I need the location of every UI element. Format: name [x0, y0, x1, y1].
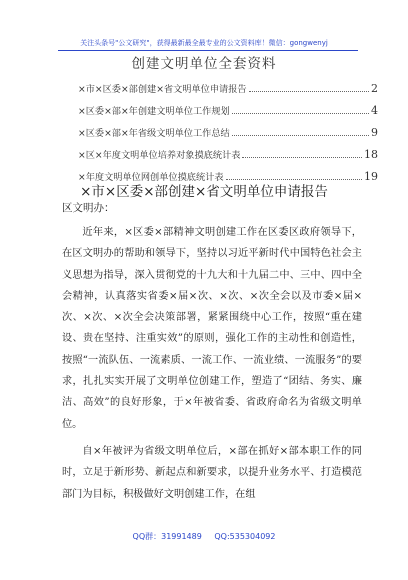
table-of-contents — [78, 73, 378, 183]
toc-entry-page: 19 — [364, 170, 378, 183]
footer-contact — [0, 531, 408, 542]
document-title: 创建文明单位全套资料 — [131, 56, 277, 72]
toc-entry-page: 4 — [371, 104, 378, 117]
salutation: 区文明办： — [62, 202, 115, 214]
footer-qq: QQ:535304092 — [214, 532, 276, 541]
toc-entry[interactable] — [78, 73, 378, 95]
toc-leader-dots — [232, 135, 369, 136]
section-title: ×市×区委×部创建×省文明单位申请报告 — [80, 184, 328, 200]
body-text — [62, 222, 362, 505]
toc-entry-text: ×区委×部×年省级文明单位工作总结 — [78, 128, 230, 139]
footer-qq-group: QQ群：31991489 — [132, 532, 202, 541]
header-divider — [58, 50, 358, 51]
toc-entry-page: 2 — [371, 82, 378, 95]
toc-leader-dots — [249, 91, 369, 92]
toc-entry-page: 18 — [364, 148, 378, 161]
header-note: 关注头条号"公文研究"，获得最新最全最专业的公文资料库！微信：gongwenyj — [80, 39, 328, 47]
toc-entry-text: ×区×年度文明单位培养对象摸底统计表 — [78, 150, 241, 161]
body-paragraph: 近年来，×区委×部精神文明创建工作在区委区政府领导下，在区文明办的帮助和领导下，坚持以习近平新时代中国特色社会主义思想为指导，深入贯彻党的十九大和十九届二中、三中、四中全会精神，认真落实省委×届×次、×次、×次全会以及市委×届×次、×次、×次全会决策部署，紧紧围绕中心工作，按照“重在建设、贵在坚持、注重实效”的原则，强化工作的主动性和创造性，按照“一流队伍、一流素质、一流工作、一流业绩、一流服务”的要求，扎扎实实开展了文明单位创建工作，塑造了“团结、务实、廉洁、高效”的良好形象，于×年被省委、省政府命名为省级文明单位。 — [62, 227, 362, 430]
toc-leader-dots — [232, 113, 369, 114]
toc-entry-text: ×市×区委×部创建×省文明单位申请报告 — [78, 84, 247, 95]
body-paragraph: 自×年被评为省级文明单位后，×部在抓好×部本职工作的同时，立足于新形势、新起点和新要求，以提升业务水平、打造模范部门为目标，积极做好文明创建工作，在组 — [62, 445, 362, 500]
toc-entry[interactable] — [78, 117, 378, 139]
toc-entry[interactable] — [78, 95, 378, 117]
toc-entry-text: ×年度文明单位网创单位摸底统计表 — [78, 172, 224, 183]
toc-entry[interactable] — [78, 139, 378, 161]
toc-entry-page: 9 — [371, 126, 378, 139]
toc-leader-dots — [242, 157, 362, 158]
toc-entry-text: ×区委×部×年创建文明单位工作规划 — [78, 106, 230, 117]
